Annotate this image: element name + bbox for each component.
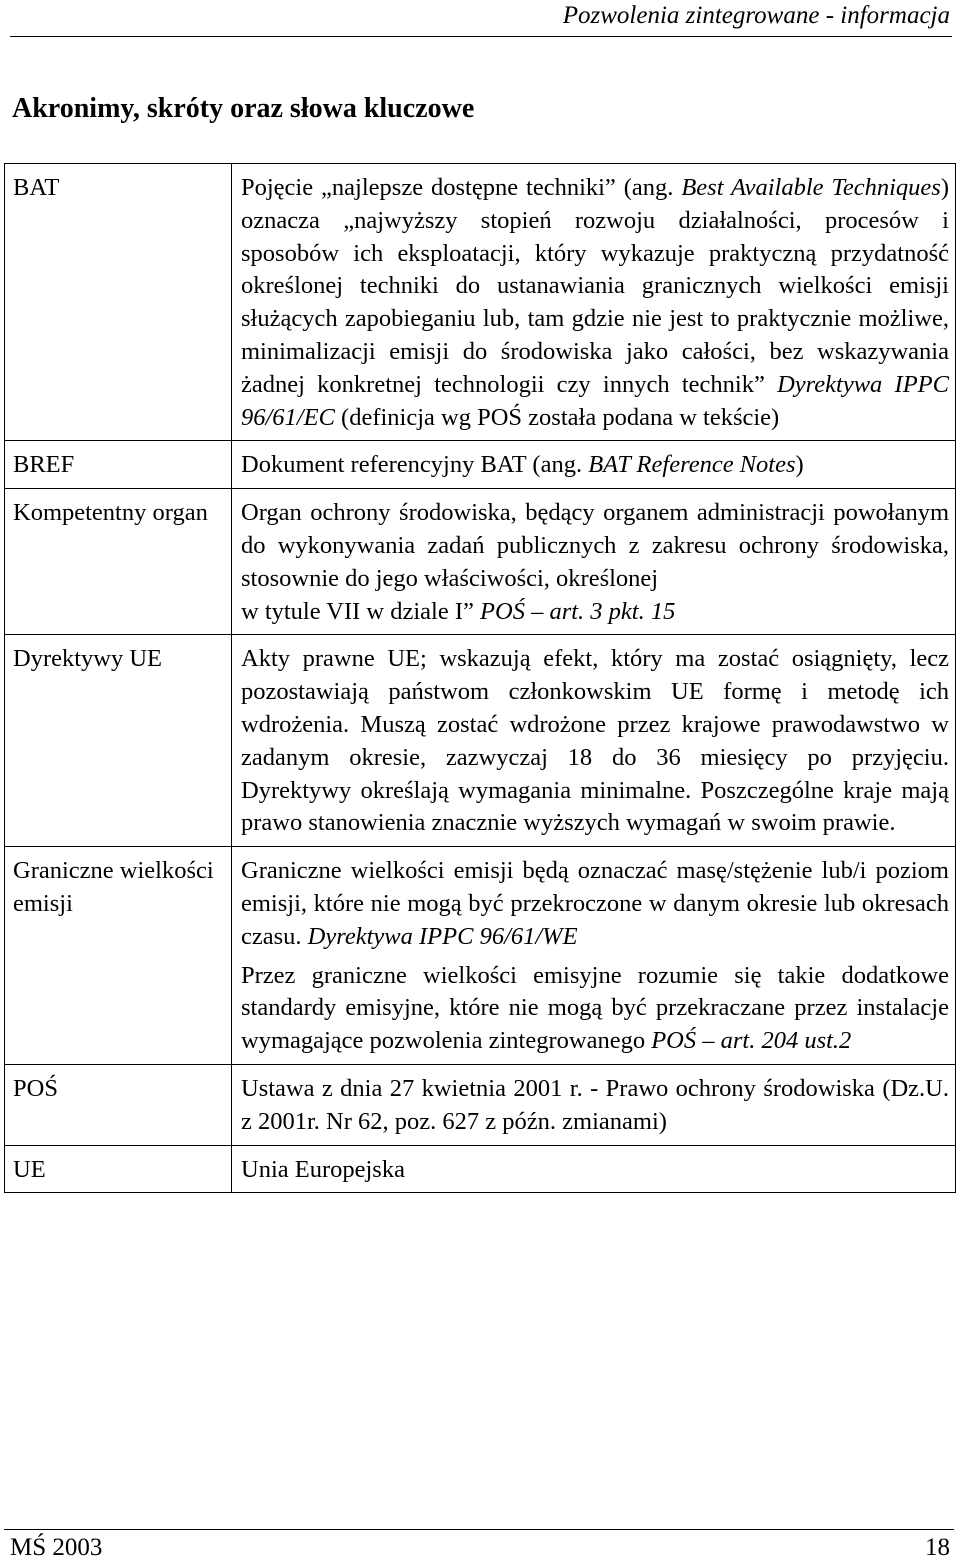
definition-text: Dokument referencyjny BAT (ang. xyxy=(241,451,589,479)
definition-text: (definicja wg POŚ została podana w tekście) xyxy=(334,403,780,431)
footer-divider xyxy=(4,1529,954,1530)
term-cell: Graniczne wielkości emisji xyxy=(5,847,232,1065)
definition-text: w tytule VII w dziale I” xyxy=(241,597,481,625)
definition-source: POŚ – art. 204 ust.2 xyxy=(651,1027,852,1055)
term-cell: Dyrektywy UE xyxy=(5,635,232,847)
definition-text: Pojęcie „najlepsze dostępne techniki” (ang. xyxy=(241,174,682,201)
definition-source: POŚ – art. 3 pkt. 15 xyxy=(480,597,676,625)
definition-cell xyxy=(232,164,956,441)
definition-cell xyxy=(232,847,956,1065)
glossary-row xyxy=(5,1064,956,1145)
definition-text: ) xyxy=(795,451,804,479)
glossary-row xyxy=(5,164,956,441)
section-title: Akronimy, skróty oraz słowa kluczowe xyxy=(12,93,475,124)
definition-cell: Akty prawne UE; wskazują efekt, który ma zostać osiągnięty, lecz pozostawiają państwom członkowskim UE formę i metodę ich wdrożenia. Muszą zostać wdrożone przez krajowe prawodawstwo w zadanym okresie, zazwyczaj 18 do 36 miesięcy po przyjęciu. Dyrektywy określają wymagania minimalne. Poszczególne kraje mają prawo stanowienia znacznie wyższych wymagań w swoim prawie. xyxy=(232,635,956,847)
definition-emphasis: Best Available Techniques xyxy=(681,174,941,201)
definition-cell: Unia Europejska xyxy=(232,1145,956,1193)
definition-source: Dyrektywa IPPC 96/61/WE xyxy=(307,922,578,950)
term-cell: Kompetentny organ xyxy=(5,489,232,635)
term-cell: POŚ xyxy=(5,1064,232,1145)
definition-emphasis: BAT Reference Notes xyxy=(588,451,796,479)
header-divider xyxy=(10,36,952,37)
definition-paragraph xyxy=(241,855,949,953)
glossary-row xyxy=(5,441,956,489)
glossary-row xyxy=(5,1145,956,1193)
definition-text: ) oznacza „najwyższy stopień rozwoju działalności, procesów i sposobów ich eksploatacji, który wykazuje praktyczną przydatność określonej techniki do ustanawiania granicznych wielkości emisji służących zapobieganiu lub, tam gdzie nie jest to praktycznie możliwe, minimalizacji emisji do środowiska jako całości, bez wskazywania żadnej konkretnej technologii czy innych technik” xyxy=(241,174,949,398)
glossary-table xyxy=(4,163,956,1193)
term-cell: BAT xyxy=(5,164,232,441)
definition-paragraph xyxy=(241,960,949,1058)
page-number: 18 xyxy=(925,1534,950,1561)
glossary-row xyxy=(5,489,956,635)
glossary-row xyxy=(5,635,956,847)
glossary-row xyxy=(5,847,956,1065)
running-header: Pozwolenia zintegrowane - informacja xyxy=(562,2,950,29)
definition-text: Przez graniczne wielkości emisyjne rozumie się takie dodatkowe standardy emisyjne, które nie mogą być przekraczane przez instalacje wymagające pozwolenia zintegrowanego xyxy=(241,961,949,1055)
footer-label: MŚ 2003 xyxy=(10,1534,103,1561)
definition-text: Graniczne wielkości emisji będą oznaczać masę/stężenie lub/i poziom emisji, które nie mogą być przekroczone w danym okresie lub okresach czasu. xyxy=(241,857,949,950)
term-cell: UE xyxy=(5,1145,232,1193)
term-cell: BREF xyxy=(5,441,232,489)
definition-cell xyxy=(232,441,956,489)
definition-cell xyxy=(232,489,956,635)
definition-text: Organ ochrony środowiska, będący organem administracji powołanym do wykonywania zadań publicznych z zakresu ochrony środowiska, stosownie do jego właściwości, określonej xyxy=(241,499,949,592)
definition-source: Dyrektywa IPPC 96/61/EC xyxy=(241,370,949,431)
definition-cell: Ustawa z dnia 27 kwietnia 2001 r. - Prawo ochrony środowiska (Dz.U. z 2001r. Nr 62, poz. 627 z późn. zmianami) xyxy=(232,1064,956,1145)
